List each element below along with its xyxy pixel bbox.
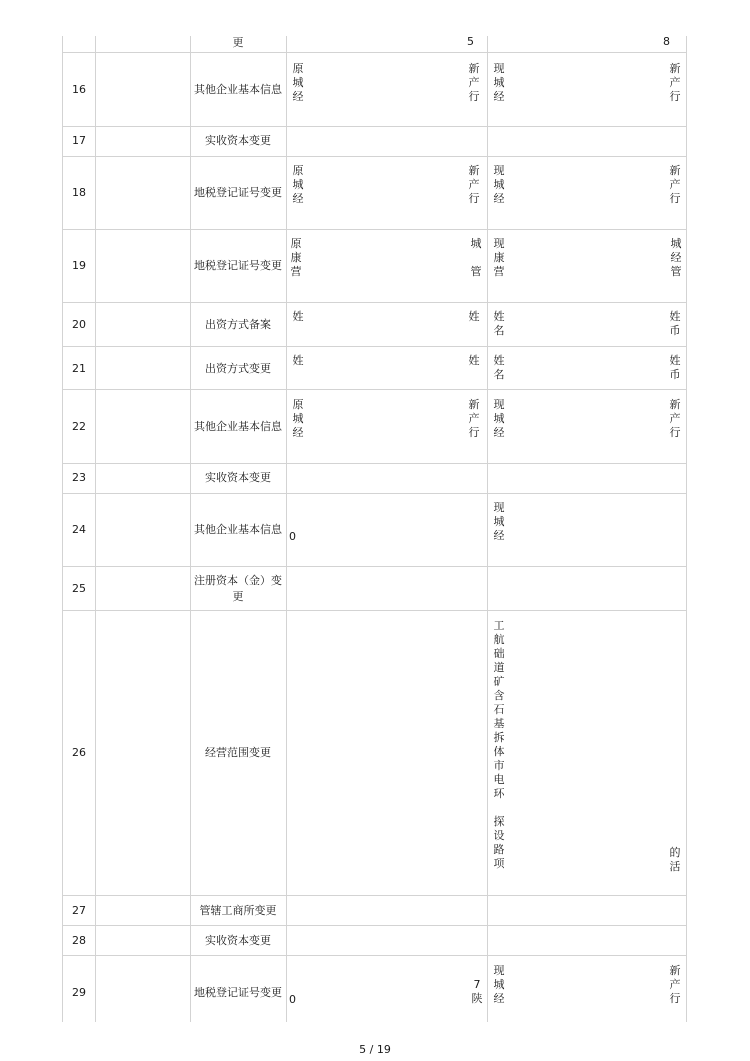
table-cell-item: 更 (232, 36, 244, 49)
page-number: 5 / 19 (359, 1043, 391, 1056)
table-cell-item: 注册资本（金）变更 (194, 574, 282, 603)
row-number: 22 (72, 420, 86, 433)
grid-line (62, 895, 686, 896)
table-cell-vertical: 新 产 行 (468, 62, 480, 103)
table-cell-value: 0 (289, 530, 296, 543)
table-cell-item: 其他企业基本信息 (194, 83, 282, 96)
table-cell-vertical: 新 产 行 (669, 62, 681, 103)
table-cell-vertical: 新 产 行 (468, 164, 480, 205)
table-cell-item: 地税登记证号变更 (194, 259, 282, 272)
table-cell-vertical: 新 产 行 (468, 398, 480, 439)
table-cell-item: 实收资本变更 (205, 134, 271, 147)
table-cell-value: 8 (663, 35, 670, 48)
table-cell-vertical: 现 城 经 (493, 501, 505, 542)
table-cell-item: 实收资本变更 (205, 934, 271, 947)
table-cell-item: 实收资本变更 (205, 471, 271, 484)
grid-line (62, 156, 686, 157)
table-cell-vertical: 工 航 础 道 矿 含 石 基 拆 体 市 电 环 探 设 路 项 (493, 619, 505, 870)
grid-line (62, 302, 686, 303)
row-number: 28 (72, 934, 86, 947)
table-cell-vertical: 原 城 经 (292, 62, 304, 103)
grid-line (62, 566, 686, 567)
grid-line (286, 36, 287, 1022)
grid-line (62, 229, 686, 230)
grid-line (62, 126, 686, 127)
table-cell-vertical: 原 康 营 (290, 237, 302, 278)
table-cell-vertical: 原 城 经 (292, 398, 304, 439)
table-cell-vertical: 新 产 行 (669, 964, 681, 1005)
grid-line (62, 925, 686, 926)
table-cell-vertical: 姓 币 (669, 310, 681, 337)
grid-line (62, 389, 686, 390)
table-cell-vertical: 的 活 (669, 846, 681, 873)
grid-line (62, 52, 686, 53)
table-cell-vertical: 姓 (468, 310, 480, 323)
table-cell-vertical: 现 城 经 (493, 62, 505, 103)
table-cell-vertical: 现 城 经 (493, 398, 505, 439)
grid-line (686, 36, 687, 1022)
grid-line (62, 610, 686, 611)
table-cell-item: 其他企业基本信息 (194, 420, 282, 433)
table-cell-vertical: 姓 (468, 354, 480, 367)
table-cell-vertical: 新 产 行 (669, 164, 681, 205)
table-cell-vertical: 新 产 行 (669, 398, 681, 439)
table-cell-item: 经营范围变更 (205, 746, 271, 759)
row-number: 21 (72, 362, 86, 375)
grid-line (487, 36, 488, 1022)
table-cell-item: 出资方式备案 (205, 318, 271, 331)
row-number: 17 (72, 134, 86, 147)
table-cell-vertical: 现 城 经 (493, 964, 505, 1005)
table-cell-vertical: 姓 名 (493, 310, 505, 337)
table-cell-vertical: 城 管 (470, 237, 482, 278)
table-cell-vertical: 7 陕 (471, 978, 483, 1005)
grid-line (62, 463, 686, 464)
table-cell-vertical: 姓 名 (493, 354, 505, 381)
grid-line (62, 346, 686, 347)
row-number: 27 (72, 904, 86, 917)
table-cell-vertical: 姓 (292, 354, 304, 367)
row-number: 20 (72, 318, 86, 331)
table-cell-value: 0 (289, 993, 296, 1006)
table-cell-vertical: 现 城 经 (493, 164, 505, 205)
table-cell-item: 地税登记证号变更 (194, 986, 282, 999)
table-cell-vertical: 姓 (292, 310, 304, 323)
row-number: 23 (72, 471, 86, 484)
row-number: 29 (72, 986, 86, 999)
table-cell-vertical: 城 经 管 (670, 237, 682, 278)
row-number: 26 (72, 746, 86, 759)
row-number: 25 (72, 582, 86, 595)
table-cell-value: 5 (467, 35, 474, 48)
row-number: 18 (72, 186, 86, 199)
grid-line (62, 955, 686, 956)
row-number: 19 (72, 259, 86, 272)
table-cell-vertical: 姓 币 (669, 354, 681, 381)
table-cell-vertical: 现 康 营 (493, 237, 505, 278)
row-number: 16 (72, 83, 86, 96)
table-cell-item: 出资方式变更 (205, 362, 271, 375)
table-cell-vertical: 原 城 经 (292, 164, 304, 205)
table-cell-item: 其他企业基本信息 (194, 523, 282, 536)
table-cell-item: 地税登记证号变更 (194, 186, 282, 199)
row-number: 24 (72, 523, 86, 536)
table-cell-item: 管辖工商所变更 (199, 904, 277, 917)
grid-line (62, 493, 686, 494)
